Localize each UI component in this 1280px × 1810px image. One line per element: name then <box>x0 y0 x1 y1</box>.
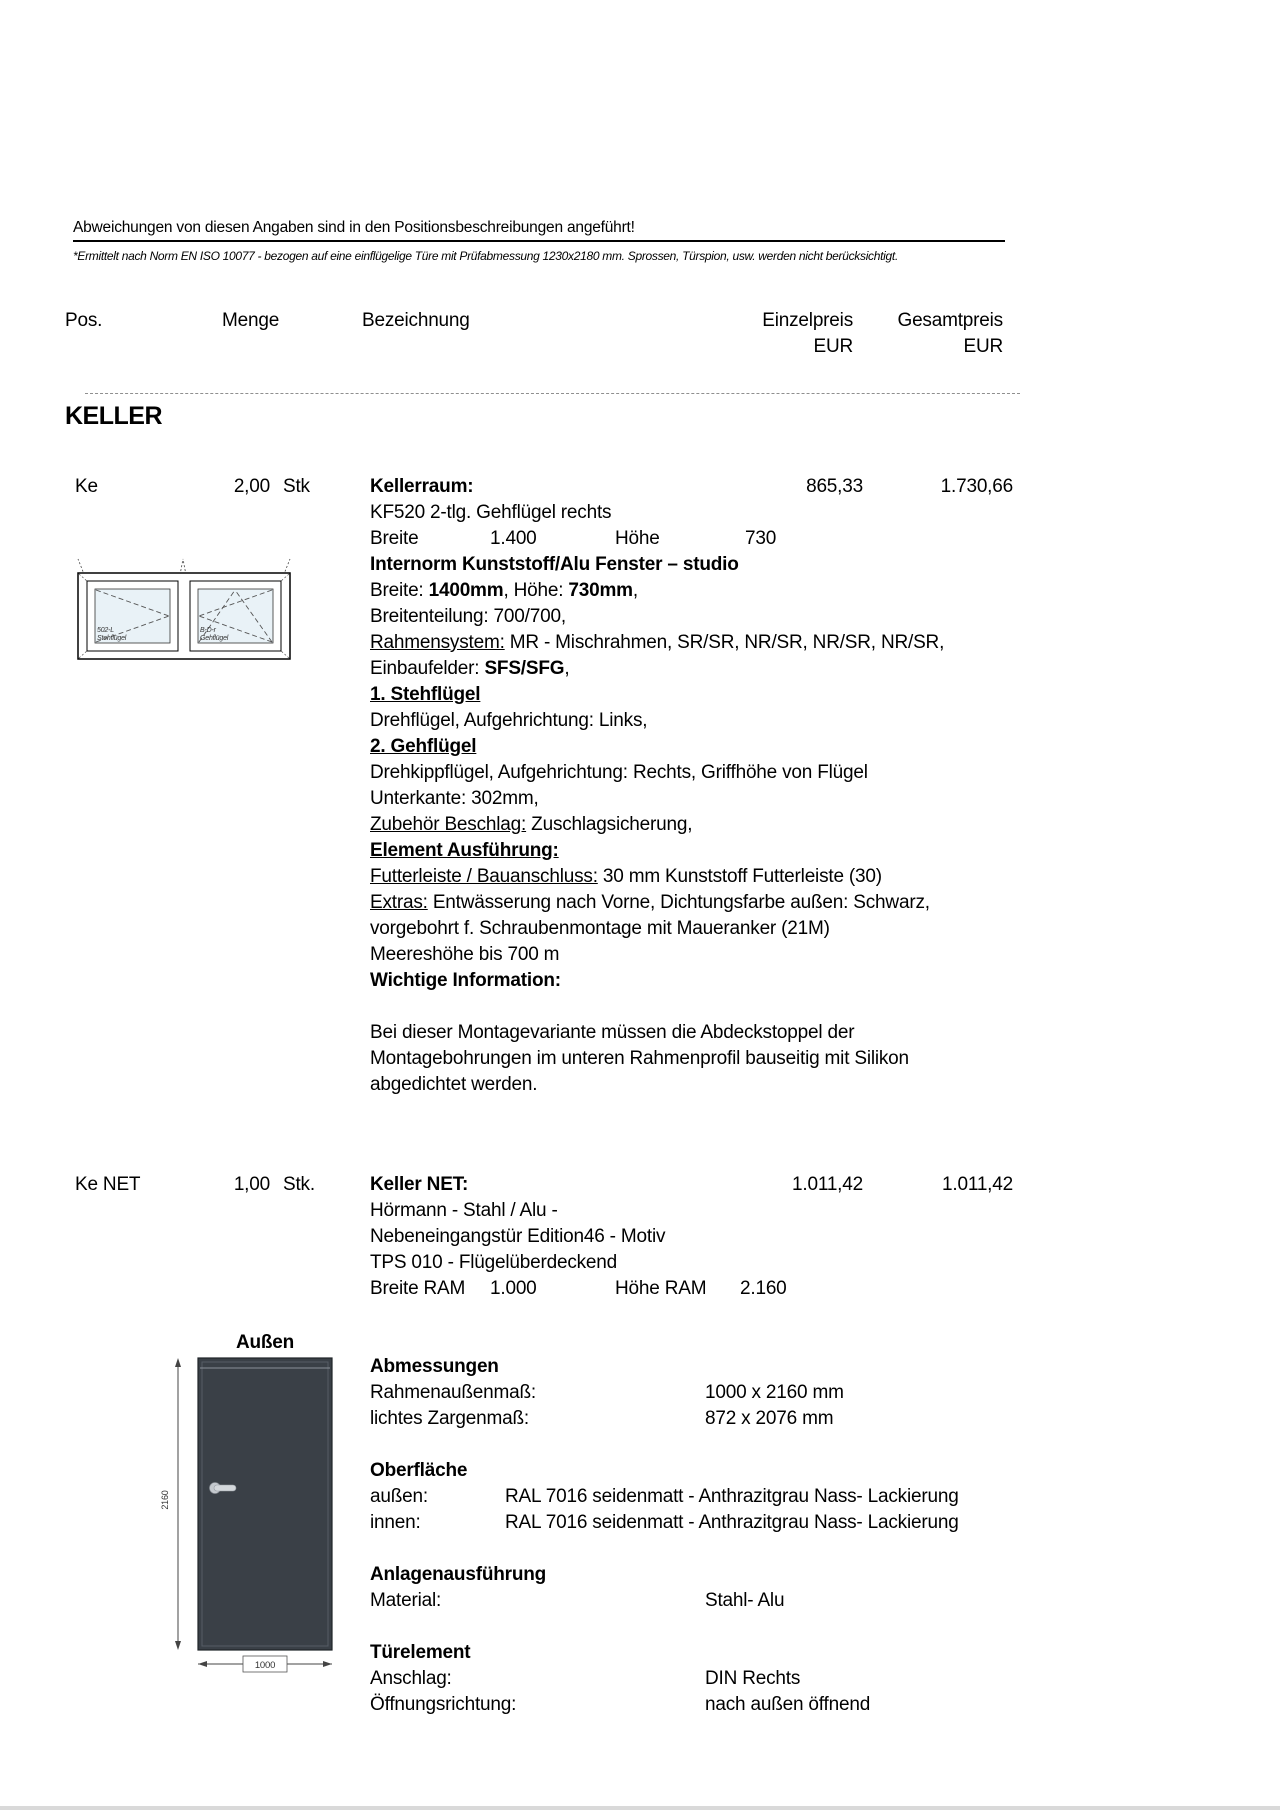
dashed-separator <box>85 393 1020 394</box>
spec-line: Montagebohrungen im unteren Rahmenprofil bauseitig mit Silikon <box>370 1048 909 1069</box>
spec-line: Hörmann - Stahl / Alu - <box>370 1200 558 1221</box>
spec-line: Einbaufelder: SFS/SFG, <box>370 658 570 679</box>
spec-line: Nebeneingangstür Edition46 - Motiv <box>370 1226 666 1247</box>
spec-line <box>370 1536 1030 1562</box>
spec-line <box>370 1328 1030 1354</box>
notice-line: Abweichungen von diesen Angaben sind in den Positionsbeschreibungen angeführt! <box>73 219 1005 242</box>
spec-line: Rahmenaußenmaß: 1000 x 2160 mm <box>370 1382 844 1403</box>
item-unit-price: 865,33 <box>806 476 863 497</box>
spec-line: Drehkippflügel, Aufgehrichtung: Rechts, Griffhöhe von Flügel <box>370 762 868 783</box>
item-unit: Stk. <box>283 1174 315 1195</box>
spec-line <box>370 994 1030 1020</box>
item-total-price: 1.730,66 <box>940 476 1013 497</box>
left-sash-label: Stehflügel <box>97 635 127 642</box>
spec-line: Breitenteilung: 700/700, <box>370 606 566 627</box>
item-unit-price: 1.011,42 <box>792 1174 863 1195</box>
door-panel <box>198 1358 332 1650</box>
spec-line: Bei dieser Montagevariante müssen die Abdeckstoppel der <box>370 1022 855 1043</box>
spec-line: Drehflügel, Aufgehrichtung: Links, <box>370 710 648 731</box>
spec-line: innen: RAL 7016 seidenmatt - Anthrazitgrau Nass- Lackierung <box>370 1512 959 1533</box>
spec-line: Wichtige Information: <box>370 970 561 991</box>
spec-line <box>370 1614 1030 1640</box>
currency-label-einzelpreis: EUR <box>813 336 853 357</box>
column-header-menge: Menge <box>222 310 280 331</box>
currency-label-gesamtpreis: EUR <box>963 336 1003 357</box>
item-pos: Ke <box>75 476 98 497</box>
spec-line: Abmessungen <box>370 1356 499 1377</box>
spec-line: abgedichtet werden. <box>370 1074 538 1095</box>
window-drawing <box>76 551 292 663</box>
spec-line: Breite: 1400mm, Höhe: 730mm, <box>370 580 638 601</box>
spec-line: Anschlag: DIN Rechts <box>370 1668 801 1689</box>
spec-line: 1. Stehflügel <box>370 684 481 705</box>
spec-line: vorgebohrt f. Schraubenmontage mit Maueranker (21M) <box>370 918 830 939</box>
item-title: Kellerraum: <box>370 476 474 497</box>
spec-line <box>370 1432 1030 1458</box>
door-drawing <box>148 1328 348 1688</box>
spec-line: Türelement <box>370 1642 471 1663</box>
section-title: KELLER <box>65 402 162 430</box>
right-sash-label: Gehflügel <box>200 635 229 642</box>
footnote-line: *Ermittelt nach Norm EN ISO 10077 - bezogen auf eine einflügelige Türe mit Prüfabmessung 1230x2180 mm. Sprossen, Türspion, usw. werden nicht berücksichtigt. <box>73 249 898 263</box>
door-outside-label: Außen <box>235 1332 295 1353</box>
spec-line: Anlagenausführung <box>370 1564 547 1585</box>
spec-line: Material: Stahl- Alu <box>370 1590 785 1611</box>
door-height-dim: 2160 <box>160 1490 170 1510</box>
column-header-gesamtpreis: Gesamtpreis <box>897 310 1003 331</box>
item-description-lines <box>370 500 1030 1098</box>
spec-line: Internorm Kunststoff/Alu Fenster – studio <box>370 554 739 575</box>
spec-line: Extras: Entwässerung nach Vorne, Dichtungsfarbe außen: Schwarz, <box>370 892 930 913</box>
item-description-lines <box>370 1198 1030 1718</box>
item-pos: Ke NET <box>75 1174 141 1195</box>
spec-line: Breite 1.400 Höhe 730 <box>370 528 777 549</box>
column-header-pos: Pos. <box>65 310 103 331</box>
spec-line: 2. Gehflügel <box>370 736 477 757</box>
item-quantity: 1,00 <box>233 1174 270 1195</box>
spec-line: Unterkante: 302mm, <box>370 788 539 809</box>
page-bottom-edge <box>0 1806 1280 1810</box>
spec-line: Futterleiste / Bauanschluss: 30 mm Kunststoff Futterleiste (30) <box>370 866 882 887</box>
spec-line <box>370 1302 1030 1328</box>
column-header-einzelpreis: Einzelpreis <box>762 310 853 331</box>
item-unit: Stk <box>283 476 310 497</box>
item-total-price: 1.011,42 <box>942 1174 1013 1195</box>
spec-line: Rahmensystem: MR - Mischrahmen, SR/SR, NR/SR, NR/SR, NR/SR, <box>370 632 945 653</box>
item-title: Keller NET: <box>370 1174 469 1195</box>
spec-line: Öffnungsrichtung: nach außen öffnend <box>370 1694 871 1715</box>
spec-line: Meereshöhe bis 700 m <box>370 944 560 965</box>
door-width-dim: 1000 <box>254 1660 276 1671</box>
spec-line: Oberfläche <box>370 1460 468 1481</box>
right-sash-code: B-D-r <box>200 627 216 634</box>
item-quantity: 2,00 <box>233 476 270 497</box>
spec-line: Element Ausführung: <box>370 840 559 861</box>
spec-line: lichtes Zargenmaß: 872 x 2076 mm <box>370 1408 834 1429</box>
spec-line: Breite RAM 1.000 Höhe RAM 2.160 <box>370 1278 787 1299</box>
spec-line: KF520 2-tlg. Gehflügel rechts <box>370 502 612 523</box>
spec-line: außen: RAL 7016 seidenmatt - Anthrazitgrau Nass- Lackierung <box>370 1486 959 1507</box>
column-header-bezeichnung: Bezeichnung <box>362 310 470 331</box>
spec-line: TPS 010 - Flügelüberdeckend <box>370 1252 618 1273</box>
spec-line: Zubehör Beschlag: Zuschlagsicherung, <box>370 814 693 835</box>
left-sash-code: 502-L <box>97 627 114 634</box>
